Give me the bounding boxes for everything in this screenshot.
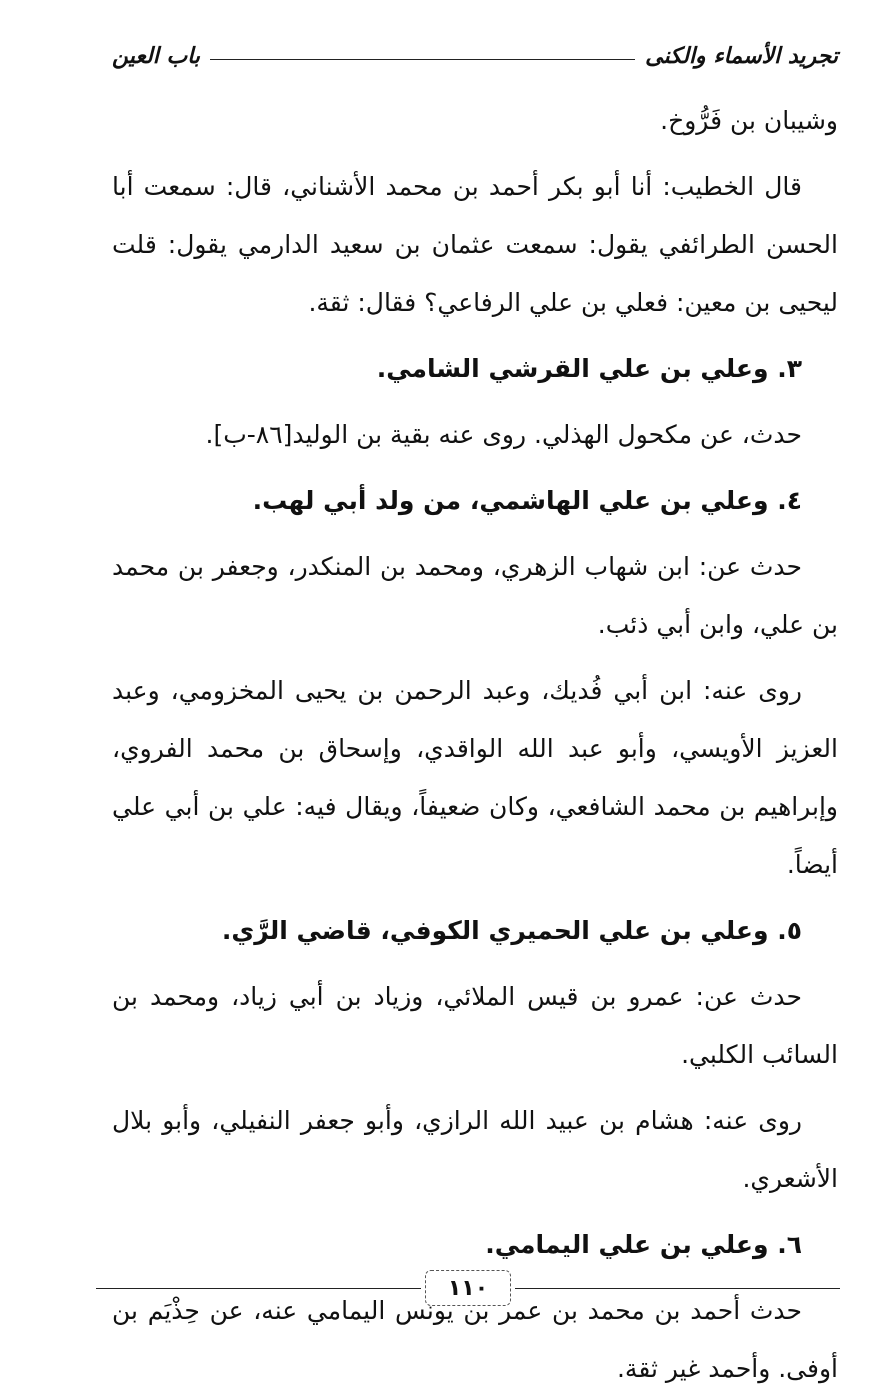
book-title: تجريد الأسماء والكنى	[645, 43, 838, 69]
paragraph-khatib-quote: قال الخطيب: أنا أبو بكر أحمد بن محمد الأشناني، قال: سمعت أبا الحسن الطرائفي يقول: سمعت عثمان بن سعيد الدارمي يقول: قلت ليحيى بن معين: فعلي بن علي الرفاعي؟ فقال: ثقة.	[112, 172, 838, 317]
entry-4-narrators: روى عنه: ابن أبي فُديك، وعبد الرحمن بن يحيى المخزومي، وعبد العزيز الأويسي، وأبو عبد الله الواقدي، وإسحاق بن محمد الفروي، وإبراهيم بن محمد الشافعي، وكان ضعيفاً، ويقال فيه: علي بن أبي علي أيضاً.	[112, 676, 838, 879]
page-body	[112, 92, 838, 1398]
chapter-title: باب العين	[112, 43, 201, 69]
page-footer	[96, 1268, 840, 1308]
entry-6-text: حدث أحمد بن محمد بن عمر بن يونس اليمامي عنه، عن حِذْيَم بن أوفى. وأحمد غير ثقة.	[112, 1296, 838, 1383]
entry-5-narrators: روى عنه: هشام بن عبيد الله الرازي، وأبو جعفر النفيلي، وأبو بلال الأشعري.	[112, 1106, 838, 1193]
paragraph-continuation: وشيبان بن فَرُّوخ.	[660, 106, 838, 135]
entry-heading-5: ٥. وعلي بن علي الحميري الكوفي، قاضي الرَّي.	[221, 916, 802, 945]
entry-heading-3: ٣. وعلي بن علي القرشي الشامي.	[376, 354, 802, 383]
entry-3-text: حدث، عن مكحول الهذلي. روى عنه بقية بن الوليد[٨٦-ب].	[205, 420, 802, 449]
header-rule	[210, 59, 635, 60]
footer-rule-right	[515, 1288, 840, 1289]
running-header	[112, 36, 838, 76]
entry-heading-4: ٤. وعلي بن علي الهاشمي، من ولد أبي لهب.	[252, 486, 802, 515]
entry-4-narrated-from: حدث عن: ابن شهاب الزهري، ومحمد بن المنكدر، وجعفر بن محمد بن علي، وابن أبي ذئب.	[112, 552, 838, 639]
page-number: ١١٠	[425, 1270, 511, 1306]
entry-5-narrated-from: حدث عن: عمرو بن قيس الملائي، وزياد بن أبي زياد، ومحمد بن السائب الكلبي.	[112, 982, 838, 1069]
footer-rule-left	[96, 1288, 421, 1289]
entry-heading-6: ٦. وعلي بن علي اليمامي.	[485, 1230, 802, 1259]
